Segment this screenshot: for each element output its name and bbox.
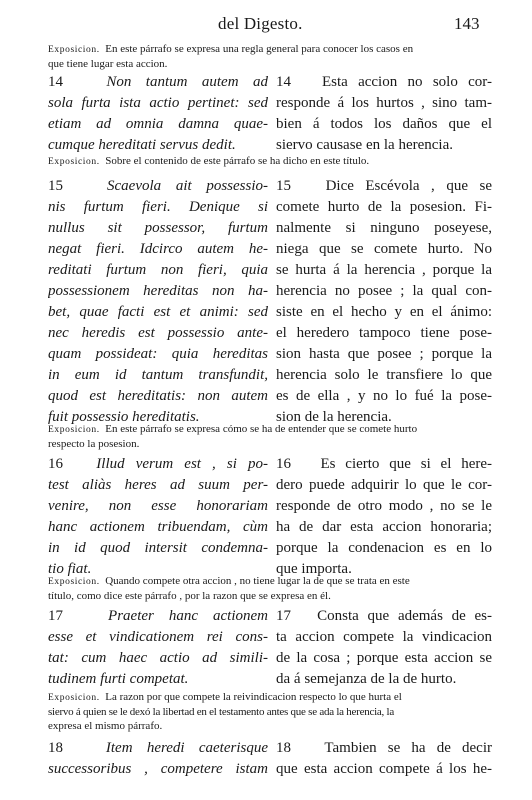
- spanish-line: dero puede adquirir lo que le cor-: [276, 477, 492, 493]
- exposicion-label: Exposicion.: [48, 577, 100, 587]
- exposicion-label: Exposicion.: [48, 693, 100, 703]
- spanish-paragraph: [276, 606, 492, 690]
- latin-line: Scaevola ait possessio-: [107, 178, 268, 194]
- latin-line: Illud verum est , si po-: [96, 456, 268, 472]
- spanish-line: herencia no posee ; la qual con-: [276, 283, 492, 299]
- latin-line: Non tantum autem ad: [106, 74, 268, 90]
- spanish-paragraph: [276, 72, 492, 156]
- latin-line: possessionem hereditas non ha-: [48, 283, 268, 299]
- latin-line: quam possideat: quia hereditas: [48, 346, 268, 362]
- exposicion-line: respecto la posesion.: [48, 438, 140, 450]
- latin-paragraph: [48, 606, 268, 690]
- exposicion-note: [48, 422, 488, 451]
- spanish-line: es de ella , y no lo fué la pose-: [276, 388, 492, 404]
- spanish-line: Tambien se ha de decir: [324, 740, 492, 756]
- exposicion-line: expresa el mismo párrafo.: [48, 720, 163, 732]
- spanish-line: que importa.: [276, 561, 352, 577]
- spanish-line: niega que se comete hurto. No: [276, 241, 492, 257]
- exposicion-line: siervo á quien se le dexó la libertad en el testamento antes que se ada la herencia, la: [48, 706, 394, 718]
- spanish-line: comete hurto de la posesion. Fi-: [276, 199, 492, 215]
- latin-line: tudinem furti competat.: [48, 671, 189, 687]
- spanish-line: Esta accion no solo cor-: [321, 74, 492, 90]
- latin-line: nec heredis est possessio ante-: [48, 325, 268, 341]
- page-number: 143: [454, 14, 480, 33]
- exposicion-note: [48, 690, 488, 733]
- latin-paragraph: [48, 72, 268, 156]
- paragraph-number: 15: [276, 178, 291, 194]
- running-title: del Digesto.: [218, 14, 303, 33]
- paragraph-number: 16: [276, 456, 291, 472]
- latin-line: fuit possessio hereditatis.: [48, 409, 200, 425]
- latin-line: hanc actionem tribuendam, cùm: [48, 519, 268, 535]
- spanish-paragraph: [276, 738, 492, 780]
- spanish-line: siervo causase en la herencia.: [276, 137, 453, 153]
- latin-line: sola furta ista actio pertinet: sed: [48, 95, 268, 111]
- spanish-line: responde de otro modo , no se le: [276, 498, 492, 514]
- exposicion-line: La razon por que compete la reivindicacion respecto lo que hurta el: [105, 691, 402, 703]
- exposicion-line: título, como dice este párrafo , por la razon que se expresa en él.: [48, 590, 331, 602]
- exposicion-line: que tiene lugar esta accion.: [48, 58, 168, 70]
- spanish-line: da á semejanza de la de hurto.: [276, 671, 457, 687]
- paragraph-number: 14: [276, 74, 291, 90]
- latin-line: nullus sit possessor, furtum: [48, 220, 268, 236]
- latin-line: test aliàs heres ad suum per-: [48, 477, 268, 493]
- latin-line: venire, non esse honorariam: [48, 498, 268, 514]
- latin-line: in eum id tantum transfundit,: [48, 367, 268, 383]
- spanish-line: bien á todos los daños que el: [276, 116, 492, 132]
- latin-line: bet, quae facti est et animi: sed: [48, 304, 268, 320]
- exposicion-line: Quando compete otra accion , no tiene lugar la de que se trata en este: [105, 575, 410, 587]
- latin-line: tio fiat.: [48, 561, 92, 577]
- spanish-line: siste en el hecho y en el ánimo:: [276, 304, 492, 320]
- spanish-line: sion de la herencia.: [276, 409, 392, 425]
- spanish-paragraph: [276, 176, 492, 428]
- spanish-line: se hurta á la herencia , porque la: [276, 262, 492, 278]
- paragraph-number: 15: [48, 178, 63, 194]
- spanish-line: Dice Escévola , que se: [325, 178, 492, 194]
- latin-line: Item heredi caeterisque: [105, 740, 268, 756]
- paragraph-number: 14: [48, 74, 63, 90]
- exposicion-label: Exposicion.: [48, 45, 100, 55]
- latin-line: negat fieri. Idcirco autem he-: [48, 241, 268, 257]
- latin-line: tat: cum haec actio ad simili-: [48, 650, 268, 666]
- spanish-line: que esta accion compete á los he-: [276, 761, 492, 777]
- paragraph-number: 17: [276, 608, 291, 624]
- latin-line: Praeter hanc actionem: [108, 608, 268, 624]
- spanish-paragraph: [276, 454, 492, 580]
- paragraph-number: 18: [48, 740, 63, 756]
- latin-paragraph: [48, 738, 268, 780]
- spanish-line: ha de dar esta accion honoraria;: [276, 519, 492, 535]
- spanish-line: el heredero tampoco tiene pose-: [276, 325, 492, 341]
- exposicion-line: En este párrafo se expresa cómo se ha de entender que se comete hurto: [105, 423, 418, 435]
- spanish-line: responde á los hurtos , sino tam-: [276, 95, 492, 111]
- exposicion-note: [48, 154, 488, 169]
- exposicion-line: Sobre el contenido de este párrafo se ha dicho en este título.: [105, 155, 370, 167]
- latin-line: quod est hereditatis: non autem: [48, 388, 268, 404]
- spanish-line: herencia solo le transfiere lo que: [276, 367, 492, 383]
- spanish-line: Consta que además de es-: [317, 608, 492, 624]
- latin-line: in id quod intersit condemna-: [48, 540, 268, 556]
- paragraph-number: 16: [48, 456, 63, 472]
- latin-line: successoribus , competere istam: [48, 761, 268, 777]
- paragraph-number: 17: [48, 608, 63, 624]
- exposicion-note: [48, 574, 488, 603]
- latin-line: reditati furtum non fieri, quia: [48, 262, 268, 278]
- spanish-line: de la cosa ; porque esta accion se: [276, 650, 492, 666]
- latin-paragraph: [48, 176, 268, 428]
- spanish-line: ta accion compete la vindicacion: [276, 629, 492, 645]
- running-header: [0, 14, 532, 38]
- exposicion-label: Exposicion.: [48, 157, 100, 167]
- latin-line: nis furtum fieri. Denique si: [48, 199, 268, 215]
- latin-line: etiam ad omnia damna quae-: [48, 116, 268, 132]
- latin-line: esse et vindicationem rei cons-: [48, 629, 268, 645]
- exposicion-line: En este párrafo se expresa una regla general para conocer los casos en: [105, 43, 414, 55]
- spanish-line: sion hasta que posee ; porque la: [276, 346, 492, 362]
- spanish-line: porque la condenacion es en lo: [276, 540, 492, 556]
- paragraph-number: 18: [276, 740, 291, 756]
- spanish-line: Es cierto que si el here-: [320, 456, 492, 472]
- exposicion-note: [48, 42, 488, 71]
- latin-line: cumque hereditati servus dedit.: [48, 137, 236, 153]
- latin-paragraph: [48, 454, 268, 580]
- exposicion-label: Exposicion.: [48, 425, 100, 435]
- spanish-line: nalmente si ninguno poseyese,: [276, 220, 492, 236]
